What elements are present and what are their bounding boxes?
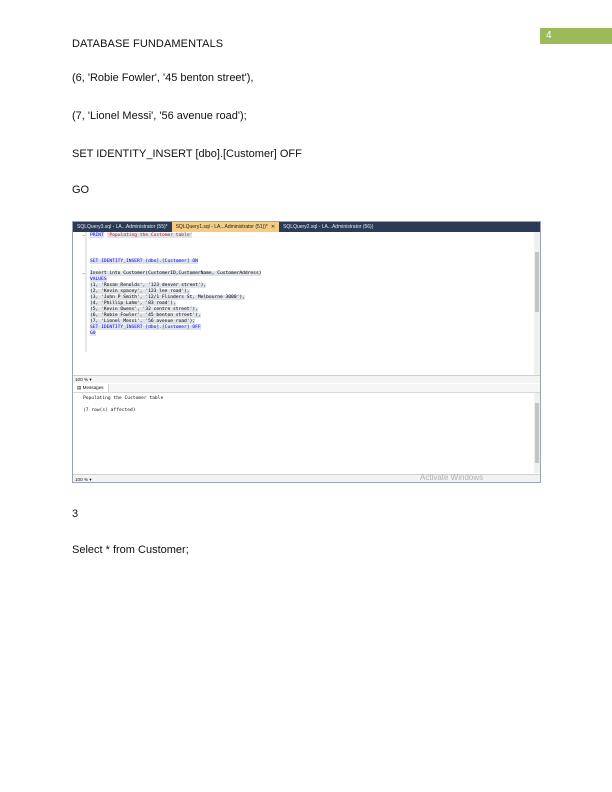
messages-pane	[73, 393, 536, 473]
scroll-thumb[interactable]	[535, 403, 539, 463]
collapse-icon[interactable]: −	[82, 271, 86, 277]
code-line: GO	[90, 331, 96, 336]
editor-scrollbar[interactable]	[534, 232, 540, 375]
body-line: (7, 'Lionel Messi', '56 avenue road');	[72, 110, 247, 122]
code-line: (2, 'Kevin spacey', '123 lee road'),	[90, 289, 190, 294]
code-line: Insert into Customer(CustomerID,CustomerName, CustomerAddress)	[90, 271, 262, 276]
header-title: DATABASE FUNDAMENTALS	[72, 38, 224, 50]
code-line: (6, 'Robie Fowler', '45 benton street'),	[90, 313, 201, 318]
body-line: Select * from Customer;	[72, 544, 189, 556]
activate-windows-watermark: Activate Windows	[420, 473, 484, 482]
scroll-thumb[interactable]	[535, 252, 539, 312]
message-line: Populating the Customer table	[83, 396, 164, 401]
body-line: GO	[72, 184, 90, 196]
query-tab-label: SQLQuery1.sql - LA...Administrator (51))*	[175, 224, 268, 230]
ssms-screenshot	[72, 221, 541, 483]
tab-messages-label: Messages	[82, 385, 104, 390]
code-line: VALUES	[90, 277, 107, 282]
query-tab[interactable]: SQLQuery3.sql - LA...Administrator (55)*	[77, 224, 168, 230]
body-line: (6, 'Robie Fowler', '45 benton street'),	[72, 72, 254, 84]
collapse-icon[interactable]: −	[82, 233, 86, 239]
editor-zoom[interactable]	[73, 375, 541, 383]
tab-messages[interactable]	[73, 384, 109, 392]
code-line: SET IDENTITY_INSERT [dbo].[Customer] ON	[90, 259, 198, 264]
zoom-level: 100 %	[75, 377, 89, 382]
code-line: PRINT 'Populating the Customer table'	[90, 233, 193, 238]
messages-scrollbar[interactable]	[534, 393, 540, 473]
sql-editor[interactable]	[73, 232, 541, 375]
chevron-down-icon: ▾	[89, 377, 92, 382]
status-zoom[interactable]: 100 %	[75, 477, 89, 482]
results-tabs	[73, 384, 541, 393]
query-tab-active[interactable]	[172, 222, 279, 232]
code-line: (4, 'Phillip Lahm', '83 road'),	[90, 301, 176, 306]
chevron-down-icon: ▾	[89, 477, 92, 482]
query-tab-bar	[73, 222, 540, 232]
body-line: 3	[72, 508, 79, 520]
code-line: (3, 'John P Smith', '12/1 Flinders St, Melbourne 3000'),	[90, 295, 245, 300]
close-icon[interactable]: ✕	[270, 224, 276, 230]
code-line: (1, 'Rosan Renolds', '123 denver street'),	[90, 283, 207, 288]
change-margin	[85, 232, 87, 352]
message-line: (7 row(s) affected)	[83, 408, 136, 413]
page-number: 4	[540, 28, 612, 44]
body-line: SET IDENTITY_INSERT [dbo].[Customer] OFF	[72, 148, 302, 160]
code-line: SET IDENTITY_INSERT [dbo].[Customer] OFF	[90, 325, 201, 330]
code-line: (5, 'Kevin Owens', '32 centre street'),	[90, 307, 198, 312]
messages-icon: ▤	[77, 385, 82, 390]
code-line: (7, 'Lionel Messi', '56 avenue road');	[90, 319, 196, 324]
query-tab[interactable]: SQLQuery2.sql - LA...Administrator (56))	[283, 224, 374, 230]
